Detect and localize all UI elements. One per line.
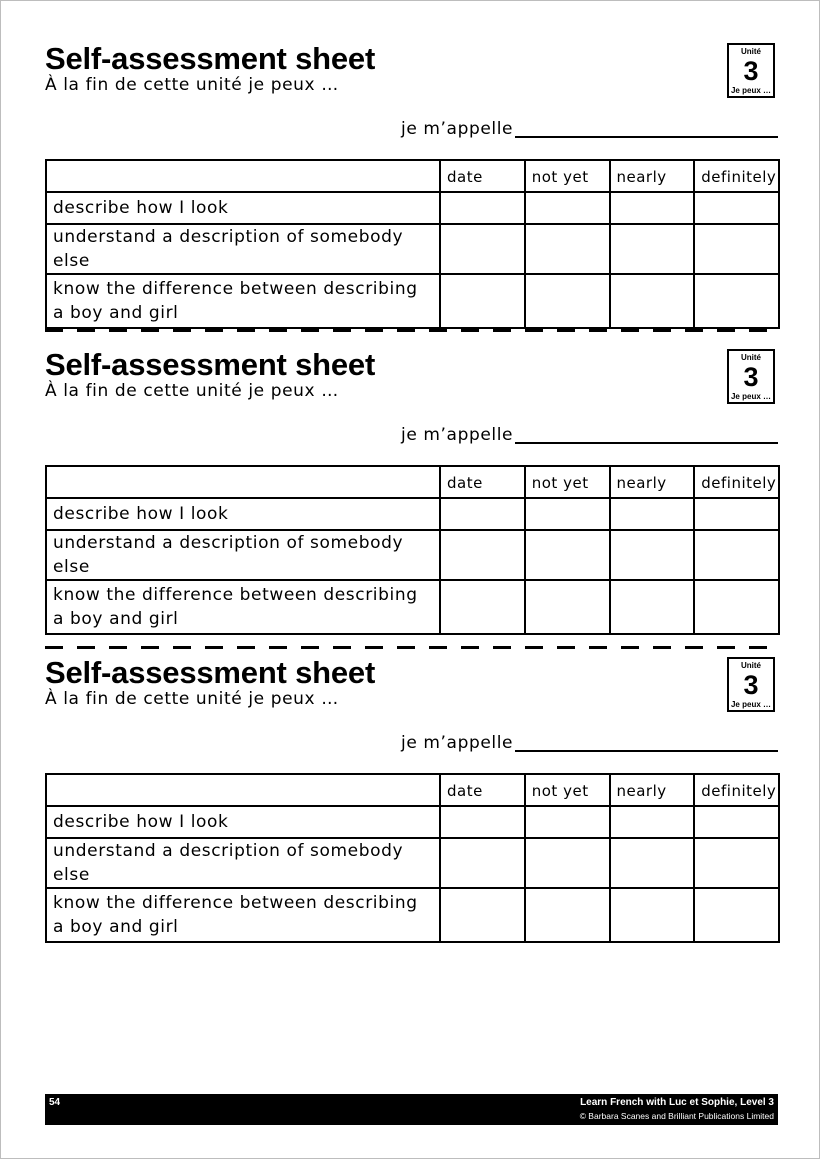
column-not-yet: not yet	[525, 160, 610, 192]
definitely-cell[interactable]	[694, 530, 779, 580]
not-yet-cell[interactable]	[525, 530, 610, 580]
not-yet-cell[interactable]	[525, 224, 610, 274]
assessment-sheet-2	[45, 348, 778, 648]
column-date: date	[440, 160, 525, 192]
sheet-title: Self-assessment sheet	[45, 41, 376, 76]
badge-unit-label: Unité	[741, 353, 761, 362]
page-number: 54	[49, 1097, 61, 1108]
table-header-row	[46, 160, 779, 192]
column-definitely: definitely	[694, 466, 779, 498]
assessment-sheet-3	[45, 656, 778, 956]
badge-unit-number: 3	[743, 362, 759, 392]
definitely-cell[interactable]	[694, 224, 779, 274]
nearly-cell[interactable]	[610, 838, 695, 888]
name-field[interactable]	[515, 750, 778, 752]
name-label: je m’appelle	[401, 425, 514, 445]
table-row	[46, 530, 779, 580]
table-row	[46, 806, 779, 838]
definitely-cell[interactable]	[694, 580, 779, 634]
sheet-subtitle: À la fin de cette unité je peux …	[45, 75, 339, 95]
not-yet-cell[interactable]	[525, 192, 610, 224]
column-not-yet: not yet	[525, 466, 610, 498]
nearly-cell[interactable]	[610, 530, 695, 580]
column-nearly: nearly	[610, 466, 695, 498]
date-cell[interactable]	[440, 806, 525, 838]
badge-caption: Je peux …	[730, 700, 771, 709]
not-yet-cell[interactable]	[525, 274, 610, 328]
badge-unit-number: 3	[743, 670, 759, 700]
not-yet-cell[interactable]	[525, 838, 610, 888]
date-cell[interactable]	[440, 274, 525, 328]
table-header-row	[46, 466, 779, 498]
table-row	[46, 888, 779, 942]
nearly-cell[interactable]	[610, 580, 695, 634]
date-cell[interactable]	[440, 838, 525, 888]
cut-line	[45, 329, 778, 332]
name-label: je m’appelle	[401, 733, 514, 753]
definitely-cell[interactable]	[694, 274, 779, 328]
header-blank	[46, 466, 440, 498]
date-cell[interactable]	[440, 192, 525, 224]
column-nearly: nearly	[610, 774, 695, 806]
unit-badge	[727, 349, 775, 404]
assessment-table	[45, 465, 780, 635]
criterion-label: know the difference between describing a boy and girl	[46, 274, 440, 328]
column-date: date	[440, 774, 525, 806]
column-definitely: definitely	[694, 160, 779, 192]
sheet-subtitle: À la fin de cette unité je peux …	[45, 381, 339, 401]
header-blank	[46, 774, 440, 806]
criterion-label: describe how I look	[46, 498, 440, 530]
nearly-cell[interactable]	[610, 224, 695, 274]
cut-line	[45, 646, 778, 649]
not-yet-cell[interactable]	[525, 888, 610, 942]
criterion-label: describe how I look	[46, 192, 440, 224]
badge-unit-label: Unité	[741, 661, 761, 670]
unit-badge	[727, 43, 775, 98]
table-row	[46, 224, 779, 274]
assessment-table	[45, 159, 780, 329]
table-row	[46, 274, 779, 328]
criterion-label: know the difference between describing a boy and girl	[46, 888, 440, 942]
table-header-row	[46, 774, 779, 806]
nearly-cell[interactable]	[610, 498, 695, 530]
name-field[interactable]	[515, 442, 778, 444]
date-cell[interactable]	[440, 580, 525, 634]
definitely-cell[interactable]	[694, 888, 779, 942]
not-yet-cell[interactable]	[525, 498, 610, 530]
not-yet-cell[interactable]	[525, 806, 610, 838]
column-nearly: nearly	[610, 160, 695, 192]
badge-unit-label: Unité	[741, 47, 761, 56]
nearly-cell[interactable]	[610, 274, 695, 328]
assessment-sheet-1	[45, 42, 778, 342]
unit-badge	[727, 657, 775, 712]
name-field[interactable]	[515, 136, 778, 138]
criterion-label: know the difference between describing a boy and girl	[46, 580, 440, 634]
column-date: date	[440, 466, 525, 498]
nearly-cell[interactable]	[610, 192, 695, 224]
definitely-cell[interactable]	[694, 498, 779, 530]
column-not-yet: not yet	[525, 774, 610, 806]
name-label: je m’appelle	[401, 119, 514, 139]
table-row	[46, 838, 779, 888]
date-cell[interactable]	[440, 530, 525, 580]
date-cell[interactable]	[440, 498, 525, 530]
table-row	[46, 192, 779, 224]
criterion-label: understand a description of somebody else	[46, 530, 440, 580]
assessment-table	[45, 773, 780, 943]
badge-caption: Je peux …	[730, 392, 771, 401]
criterion-label: understand a description of somebody else	[46, 838, 440, 888]
sheet-subtitle: À la fin de cette unité je peux …	[45, 689, 339, 709]
definitely-cell[interactable]	[694, 838, 779, 888]
definitely-cell[interactable]	[694, 806, 779, 838]
badge-unit-number: 3	[743, 56, 759, 86]
nearly-cell[interactable]	[610, 806, 695, 838]
date-cell[interactable]	[440, 888, 525, 942]
definitely-cell[interactable]	[694, 192, 779, 224]
criterion-label: describe how I look	[46, 806, 440, 838]
nearly-cell[interactable]	[610, 888, 695, 942]
badge-caption: Je peux …	[730, 86, 771, 95]
criterion-label: understand a description of somebody else	[46, 224, 440, 274]
table-row	[46, 498, 779, 530]
not-yet-cell[interactable]	[525, 580, 610, 634]
header-blank	[46, 160, 440, 192]
copyright: © Barbara Scanes and Brilliant Publications Limited	[579, 1111, 774, 1121]
page-footer	[45, 1094, 778, 1125]
date-cell[interactable]	[440, 224, 525, 274]
table-row	[46, 580, 779, 634]
book-title: Learn French with Luc et Sophie, Level 3	[580, 1097, 774, 1108]
column-definitely: definitely	[694, 774, 779, 806]
sheet-title: Self-assessment sheet	[45, 655, 376, 690]
sheet-title: Self-assessment sheet	[45, 347, 376, 382]
